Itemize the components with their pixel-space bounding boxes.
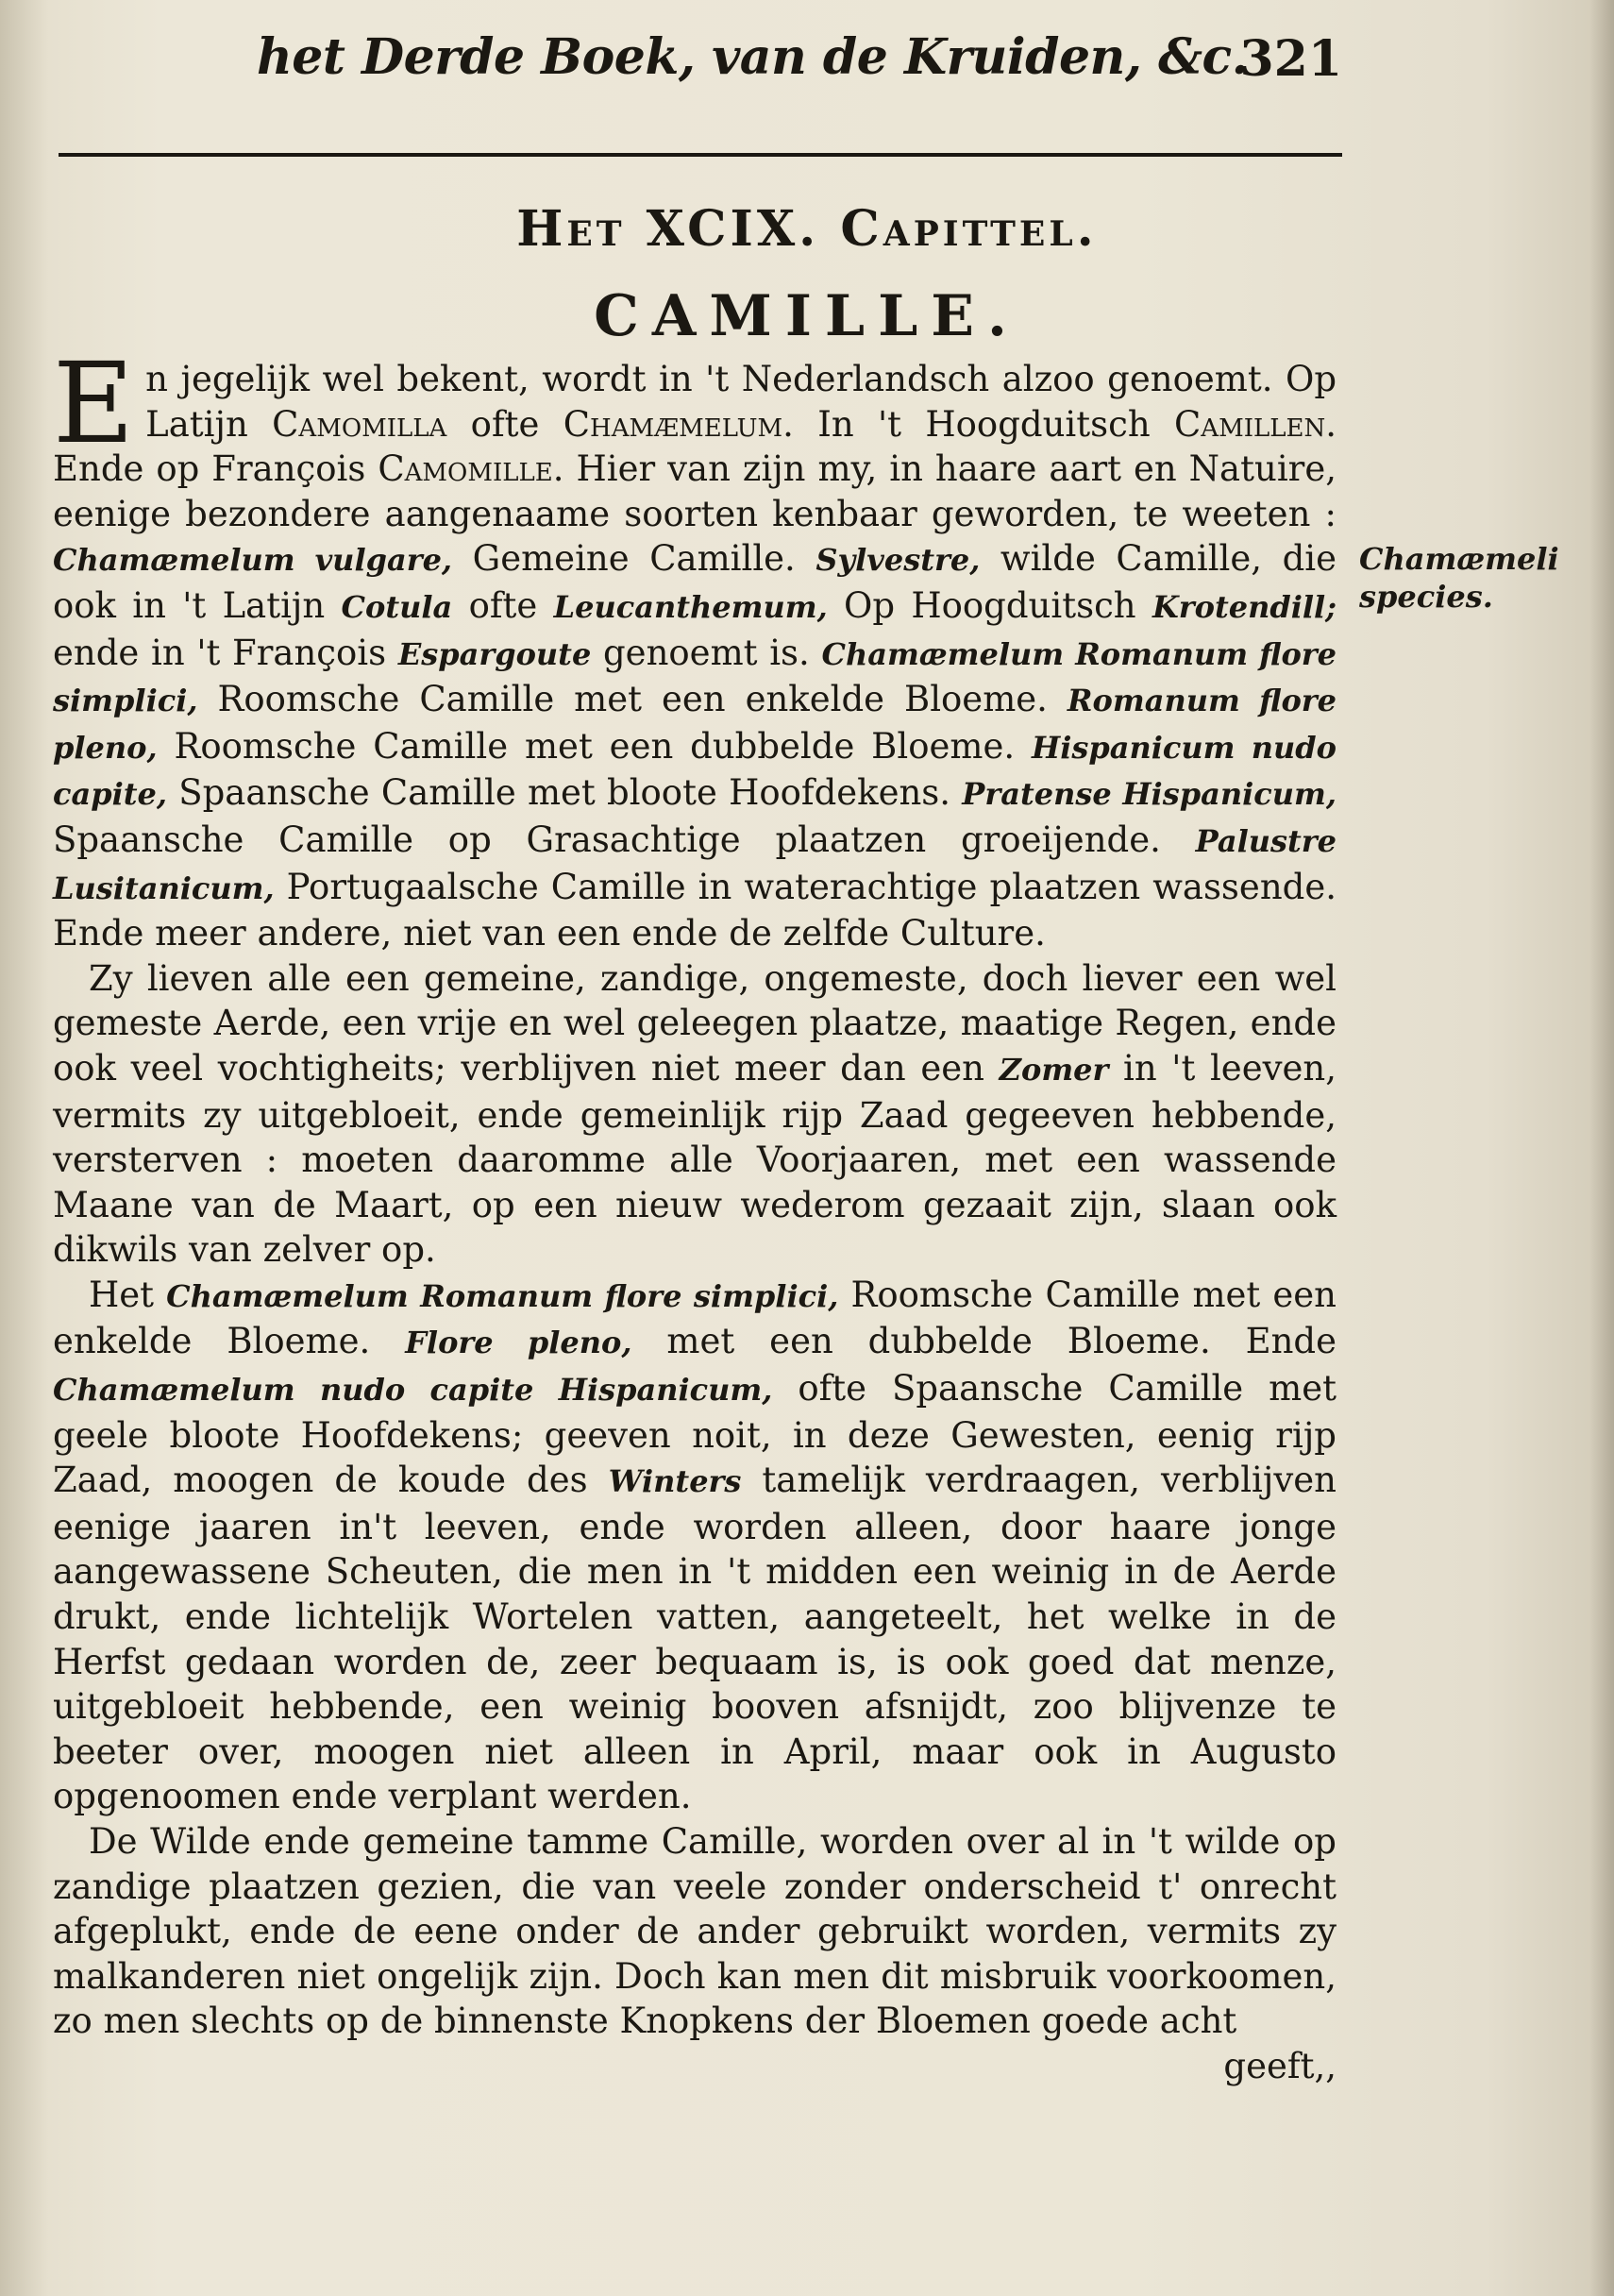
text-run: in 't leeven, vermits zy uitgebloeit, ende gemeinlijk rijp Zaad gegeeven hebbende, versterven : moeten daaromme alle Voorjaaren, met een wassende Maane van de Maart, op een nieuw wederom gezaait zijn, slaan ook dikwils van zelver op. [53,1047,1337,1271]
latin-term: Cotula [341,588,453,625]
text-run: Op Hoogduitsch [827,584,1152,626]
catchword: geeft,, [1223,2045,1337,2086]
text-run: Roomsche Camille met een enkelde Bloeme. [197,679,1068,720]
page-header [59,21,1342,134]
latin-term: Sylvestre, [815,542,981,579]
french-name: Camomille. [378,448,564,490]
latin-term: Hispanicum nudo capite, [53,729,1337,813]
text-run: n jegelijk wel bekent, wordt in 't Nederlandsch alzoo genoemt. Op Latijn [145,359,1337,445]
text-run: De Wilde ende gemeine tamme Camille, worden over al in 't wilde op zandige plaatzen gezien, die van veele zonder onderscheid t' onrecht afgeplukt, ende de eene onder de ander gebruikt worden, vermits zy malkanderen niet ongelijk zijn. Doch kan men dit misbruik voorkoomen, zo men slechts op de binnenste Knopkens der Bloemen goede acht [53,1821,1337,2042]
latin-term: Winters [608,1463,742,1500]
latin-term: Chamæmelum Romanum flore simplici, [53,635,1337,719]
latin-term: Leucanthemum, [553,588,828,625]
text-run: Roomsche Camille met een enkelde Bloeme. [53,1274,1337,1362]
text-run: tamelijk verdraagen, verblijven eenige jaaren in't leeven, ende worden alleen, door haare jonge aangewassene Scheuten, die men in 't midden een weinig in de Aerde drukt, ende lichtelijk Wortelen vatten, aangeteelt, het welke in de Herfst gedaan worden de, zeer bequaam is, is ook goed dat menze, uitgebloeit hebbende, een weinig booven afsnijdt, zoo blijvenze te beeter over, moogen niet alleen in April, maar ook in Augusto opgenoomen ende verplant werden. [53,1460,1337,1817]
latin-term: Palustre Lusitanicum, [53,822,1337,906]
paragraph-1 [53,338,1337,956]
page-edge-shadow [1589,0,1614,2296]
page-number: 321 [1239,30,1342,88]
latin-term: Flore pleno, [405,1325,632,1361]
text-run: Gemeine Camille. [452,538,816,580]
text-run: Ende op François [53,448,378,490]
text-run: ofte [446,403,563,445]
paragraph-4 [53,1819,1337,2044]
latin-name: Chamæmelum. [563,403,794,445]
text-run: wilde Camille, die ook in 't Latijn [53,538,1337,626]
latin-term: Espargoute [397,635,592,672]
text-run: Zy lieven alle een gemeine, zandige, ongemeste, doch liever een wel gemeste Aerde, een vrije en wel geleegen plaatze, maatige Regen, ende ook veel vochtigheits; verblijven niet meer dan een [53,957,1337,1089]
latin-term: Romanum flore pleno, [53,683,1337,766]
latin-name: Camomilla [272,403,447,445]
text-run: Hier van zijn my, in haare aart en Natuire, eenige bezondere aangenaame soorten kenbaar geworden, te weeten : [53,448,1337,534]
latin-term: Chamæmelum Romanum flore simplici, [166,1277,839,1314]
text-run: Het [89,1274,167,1315]
text-run: In 't Hoogduitsch [793,403,1174,445]
margin-note: Chamæmeli species. [1359,541,1559,615]
latin-term: Zomer [999,1051,1109,1088]
paragraph-3 [53,1273,1337,1819]
chapter-title: CAMILLE. [594,283,1020,349]
text-run: Spaansche Camille met bloote Hoofdekens. [167,772,963,814]
text-run: met een dubbelde Bloeme. Ende [631,1321,1337,1362]
text-run: ofte [452,584,554,626]
text-run: Portugaalsche Camille in waterachtige plaatzen wassende. Ende meer andere, niet van een ende de zelfde Culture. [53,866,1337,954]
latin-term: Krotendill; [1152,588,1337,625]
running-title: het Derde Boek, van de Kruiden, &c. [257,28,1249,86]
text-run: Roomsche Camille met een dubbelde Bloeme. [157,725,1032,767]
text-run: ende in 't François [53,632,398,673]
text-run: genoemt is. [591,632,822,673]
latin-term: Pratense Hispanicum, [962,776,1337,813]
latin-term: Chamæmelum nudo capite Hispanicum, [53,1372,773,1409]
paragraph-2 [53,956,1337,1273]
latin-term: Chamæmelum vulgare, [53,542,453,579]
text-run: ofte Spaansche Camille met geele bloote Hoofdekens; geeven noit, in deze Gewesten, eenig rijp Zaad, moogen de koude des [53,1368,1337,1501]
text-run: Spaansche Camille op Grasachtige plaatzen groeijende. [53,819,1196,860]
body-text [53,338,1337,2089]
german-name: Camillen. [1173,403,1337,445]
header-rule [59,153,1342,157]
chapter-heading: Het XCIX. Capittel. [516,200,1098,258]
drop-cap: E [53,338,135,468]
